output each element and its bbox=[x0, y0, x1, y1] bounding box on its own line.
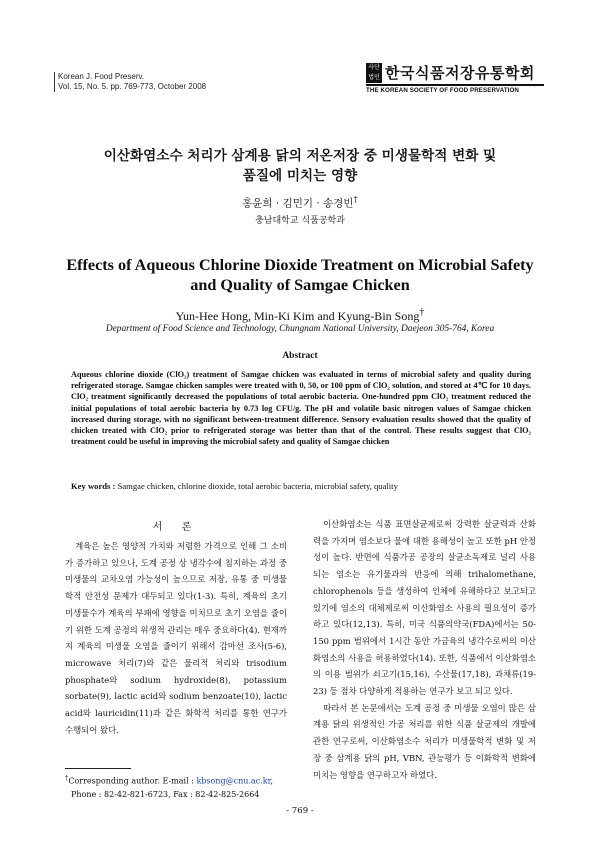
page-number: - 769 - bbox=[286, 806, 314, 816]
footnote-rule bbox=[65, 768, 131, 769]
journal-volume: Vol. 15, No. 5. pp. 769-773, October 2008 bbox=[58, 82, 207, 91]
footnote-email-line bbox=[65, 772, 273, 788]
keywords-text: Samgae chicken, chlorine dioxide, total aerobic bacteria, microbial safety, quality bbox=[117, 481, 398, 491]
society-logo bbox=[366, 62, 544, 94]
section-heading-introduction: 서 론 bbox=[152, 522, 200, 533]
intro-left-column bbox=[65, 538, 287, 738]
keywords-label: Key words : bbox=[71, 481, 116, 491]
society-english-name: THE KOREAN SOCIETY OF FOOD PRESERVATION bbox=[366, 87, 519, 94]
title-english-line1: Effects of Aqueous Chlorine Dioxide Treatment on Microbial Safety bbox=[66, 256, 534, 274]
affiliation-korean: 충남대학교 식품공학과 bbox=[255, 216, 345, 226]
corresponding-author-footnote bbox=[65, 772, 273, 801]
email-suffix: , bbox=[270, 776, 274, 786]
intro-right-column bbox=[313, 516, 536, 783]
authors-korean-text: 홍윤희 · 김민기 · 송경빈 bbox=[242, 197, 354, 210]
title-korean-line2: 품질에 미치는 영향 bbox=[242, 168, 358, 184]
society-underline bbox=[366, 84, 544, 86]
intro-paragraph-3: 따라서 본 논문에서는 도계 공정 중 미생물 오염이 많은 삼계용 닭의 위생적인 가공 처리를 위한 식품 살균제의 개발에 관한 연구로써, 이산화염소수 처리가 미생물학적 변화 및 저장 중 삼계용 닭의 pH, VBN, 관능평가 등 이화학적 변화에 미치는 영향을 연구하고자 하였다. bbox=[313, 702, 536, 780]
footnote-phone-line: Phone : 82-42-821-6723, Fax : 82-42-825-2664 bbox=[71, 789, 260, 799]
footnote-mark: † bbox=[65, 774, 69, 782]
abstract-text: Aqueous chlorine dioxide (ClO₂) treatment of Samgae chicken was evaluated in terms of microbial safety and quality during refrigerated storage. Samgae chicken samples were treated with 0, 50, or 100 ppm of ClO₂ solution, and stored at 4℃ for 10 days. ClO₂ treatment significantly decreased the populations of total aerobic bacteria. One-hundred ppm ClO₂ treatment reduced the initial populations of total aerobic bacteria by 0.73 log CFU/g. The pH and volatile basic nitrogen values of Samgae chicken increased during storage, with no significant between-treatment difference. Sensory evaluation results showed that the quality of chicken treated with ClO₂ prior to refrigerated storage was better than that of the control. These results suggest that ClO₂ treatment could be useful in improving the microbial safety and quality of Samgae chicken bbox=[71, 370, 531, 447]
footnote-label: Corresponding author. E-mail : bbox=[68, 776, 194, 786]
corresponding-mark-en: † bbox=[419, 307, 425, 318]
affiliation-english: Department of Food Science and Technology, Chungnam National University, Daejeon 305-764, Korea bbox=[105, 324, 495, 334]
corresponding-mark: † bbox=[353, 195, 358, 205]
keywords bbox=[71, 481, 541, 491]
title-english bbox=[0, 255, 600, 295]
society-seal-icon: 사단법인 bbox=[366, 63, 382, 83]
authors-korean bbox=[0, 195, 600, 211]
title-korean-line1: 이산화염소수 처리가 삼계용 닭의 저온저장 중 미생물학적 변화 및 bbox=[103, 148, 497, 164]
abstract-heading: Abstract bbox=[282, 351, 318, 361]
intro-paragraph-2: 이산화염소는 식품 표면살균제로써 강력한 살균력과 산화력을 가지며 염소보다 물에 대한 용해성이 높고 또한 pH 안정성이 높다. 반면에 식품가공 공장의 살균소독제로 널리 사용되는 염소는 유기물과의 반응에 의해 trihalomethane, chlorophenols 등을 생성하여 인체에 유해하다고 보고되고 있기에 염소의 대체제로써 이산화염소 사용의 필요성이 증가하고 있다(12,13). 특히, 미국 식품의약국(FDA)에서는 50-150 ppm 범위에서 1시간 동안 가금육의 냉각수로써의 이산화염소의 사용을 허용하였다(14). 또한, 식품에서 이산화염소의 이용 범위가 쇠고기(15,16), 수산물(17,18), 과채류(19-23) 등 점차 다양하게 적용하는 연구가 보고 되고 있다. bbox=[313, 519, 536, 697]
authors-english bbox=[0, 307, 600, 324]
intro-paragraph-1: 계육은 높은 영양적 가치와 저렴한 가격으로 인해 그 소비가 증가하고 있으나, 도계 공정 상 냉각수에 침지하는 과정 중 미생물의 교차오염 가능성이 높으므로 저장, 유통 중 미생물학적 안전성 문제가 대두되고 있다(1-3). 특히, 계육의 초기 미생물수가 계육의 부패에 영향을 미치므로 초기 오염을 줄이기 위한 도계 공정의 위생적 관리는 매우 중요하다(4). 현재까지 계육의 미생물 오염을 줄이기 위해서 감마선 조사(5-6), microwave 처리(7)와 같은 물리적 처리와 trisodium phosphate와 sodium hydroxide(8), potassium sorbate(9), lactic acid와 sodium benzoate(10), lactic acid와 lauricidin(11)과 같은 화학적 처리를 통한 연구가 수행되어 왔다. bbox=[65, 541, 287, 735]
author-email-link[interactable]: kbsong@cnu.ac.kr bbox=[196, 776, 271, 786]
society-logo-row bbox=[366, 62, 544, 83]
title-english-line2: and Quality of Samgae Chicken bbox=[190, 276, 410, 294]
journal-citation bbox=[58, 72, 206, 92]
society-korean-name: 한국식품저장유통학회 bbox=[385, 64, 535, 82]
citation-rule bbox=[54, 72, 55, 92]
journal-name: Korean J. Food Preserv. bbox=[58, 72, 145, 81]
title-korean bbox=[0, 146, 600, 186]
authors-english-text: Yun-Hee Hong, Min-Ki Kim and Kyung-Bin Song bbox=[175, 309, 420, 323]
